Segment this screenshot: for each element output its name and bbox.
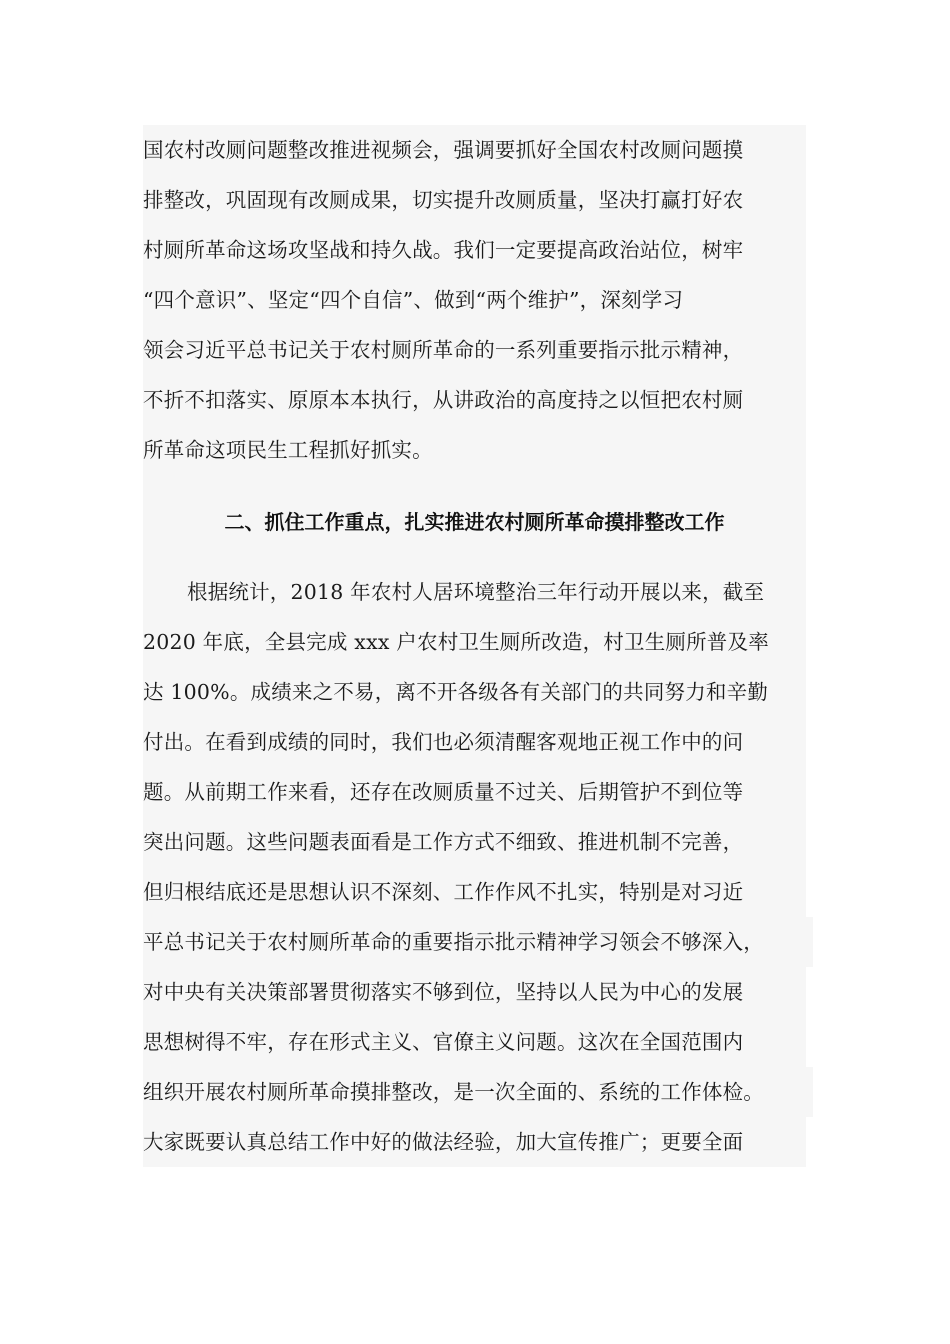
paragraph-2-line-6: 突出问题。这些问题表面看是工作方式不细致、推进机制不完善， [143,817,806,867]
paragraph-2-line-1: 根据统计，2018 年农村人居环境整治三年行动开展以来，截至 [143,567,806,617]
section-heading: 二、抓住工作重点，扎实推进农村厕所革命摸排整改工作 [143,497,806,547]
paragraph-1-line-2: 排整改，巩固现有改厕成果，切实提升改厕质量，坚决打赢打好农 [143,175,806,225]
paragraph-2-line-3: 达 100%。成绩来之不易，离不开各级各有关部门的共同努力和辛勤 [143,667,806,717]
paragraph-1-line-6: 不折不扣落实、原原本本执行，从讲政治的高度持之以恒把农村厕 [143,375,806,425]
paragraph-2-line-4: 付出。在看到成绩的同时，我们也必须清醒客观地正视工作中的问 [143,717,806,767]
paragraph-1-line-7: 所革命这项民生工程抓好抓实。 [143,425,806,475]
paragraph-1-line-3: 村厕所革命这场攻坚战和持久战。我们一定要提高政治站位，树牢 [143,225,806,275]
paragraph-1-line-4: “四个意识”、坚定“四个自信”、做到“两个维护”，深刻学习 [143,275,806,325]
paragraph-2-line-11: 组织开展农村厕所革命摸排整改，是一次全面的、系统的工作体检。 [143,1067,813,1117]
paragraph-1-line-5: 领会习近平总书记关于农村厕所革命的一系列重要指示批示精神， [143,325,806,375]
paragraph-2-line-12: 大家既要认真总结工作中好的做法经验，加大宣传推广；更要全面 [143,1117,806,1167]
paragraph-gap [143,475,806,497]
paragraph-2-line-5: 题。从前期工作来看，还存在改厕质量不过关、后期管护不到位等 [143,767,806,817]
paragraph-2-line-2: 2020 年底，全县完成 xxx 户农村卫生厕所改造，村卫生厕所普及率 [143,617,806,667]
paragraph-2-line-10: 思想树得不牢，存在形式主义、官僚主义问题。这次在全国范围内 [143,1017,806,1067]
paragraph-1-line-1: 国农村改厕问题整改推进视频会，强调要抓好全国农村改厕问题摸 [143,125,806,175]
paragraph-2-line-8: 平总书记关于农村厕所革命的重要指示批示精神学习领会不够深入， [143,917,813,967]
paragraph-2-line-9: 对中央有关决策部署贯彻落实不够到位，坚持以人民为中心的发展 [143,967,806,1017]
heading-gap [143,547,806,567]
paragraph-2-line-7: 但归根结底还是思想认识不深刻、工作作风不扎实，特别是对习近 [143,867,806,917]
